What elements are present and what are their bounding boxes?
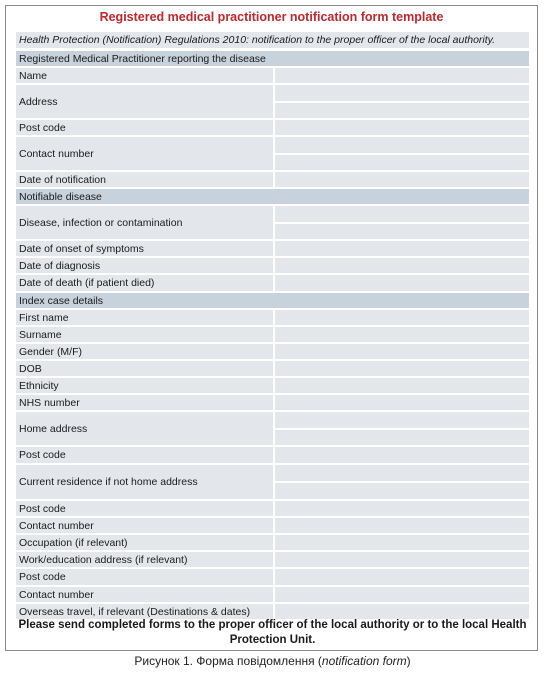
- field-label: DOB: [16, 361, 273, 376]
- row-post-code: [16, 120, 529, 135]
- row-date-onset: [16, 241, 529, 256]
- ethnicity-input[interactable]: [275, 378, 529, 393]
- date-onset-input[interactable]: [275, 241, 529, 256]
- row-current-residence: [16, 465, 529, 499]
- row-dob: [16, 361, 529, 376]
- row-post-code: [16, 501, 529, 516]
- post-code-input[interactable]: [275, 501, 529, 516]
- post-code-input[interactable]: [275, 120, 529, 135]
- row-overseas-travel: [16, 604, 529, 619]
- row-first-name: [16, 310, 529, 325]
- caption-suffix: ): [406, 654, 411, 668]
- section-reporter: Registered Medical Practitioner reporting the disease: [16, 51, 529, 66]
- section-index-case: Index case details: [16, 293, 529, 308]
- row-work-education: [16, 552, 529, 567]
- nhs-number-input[interactable]: [275, 395, 529, 410]
- name-input[interactable]: [275, 68, 529, 83]
- row-date-death: [16, 275, 529, 291]
- row-name: [16, 68, 529, 83]
- post-code-input[interactable]: [275, 569, 529, 585]
- date-diagnosis-input[interactable]: [275, 258, 529, 273]
- row-contact-number: [16, 587, 529, 602]
- disease-input-line-1[interactable]: [275, 206, 529, 222]
- field-label: Post code: [16, 569, 273, 585]
- row-gender: [16, 344, 529, 359]
- disease-input-line-2[interactable]: [275, 222, 529, 240]
- address-input-line-2[interactable]: [275, 101, 529, 119]
- field-label: First name: [16, 310, 273, 325]
- date-death-input[interactable]: [275, 275, 529, 291]
- current-residence-input-line-2[interactable]: [275, 481, 529, 499]
- field-label: Current residence if not home address: [16, 465, 273, 499]
- contact-number-input[interactable]: [275, 587, 529, 602]
- field-label: Contact number: [16, 518, 273, 533]
- field-label: Date of notification: [16, 172, 273, 187]
- field-label: Overseas travel, if relevant (Destinations & dates): [16, 604, 273, 619]
- row-address: [16, 85, 529, 118]
- occupation-input[interactable]: [275, 535, 529, 550]
- contact-number-input-line-2[interactable]: [275, 153, 529, 171]
- gender-input[interactable]: [275, 344, 529, 359]
- row-contact-number: [16, 518, 529, 533]
- address-input-line-1[interactable]: [275, 85, 529, 101]
- field-label: Ethnicity: [16, 378, 273, 393]
- work-education-input[interactable]: [275, 552, 529, 567]
- home-address-input-line-1[interactable]: [275, 412, 529, 428]
- field-label: Gender (M/F): [16, 344, 273, 359]
- field-label: Post code: [16, 447, 273, 463]
- form-title: Registered medical practitioner notification form template: [99, 10, 444, 24]
- field-label: Contact number: [16, 587, 273, 602]
- row-disease: [16, 206, 529, 239]
- field-label: Contact number: [16, 137, 273, 170]
- row-date-diagnosis: [16, 258, 529, 273]
- post-code-input[interactable]: [275, 447, 529, 463]
- caption-prefix: Рисунок 1. Форма повідомлення (: [134, 654, 322, 668]
- row-ethnicity: [16, 378, 529, 393]
- current-residence-input-line-1[interactable]: [275, 465, 529, 481]
- date-of-notification-input[interactable]: [275, 172, 529, 187]
- section-disease: Notifiable disease: [16, 189, 529, 204]
- row-nhs-number: [16, 395, 529, 410]
- field-label: Date of diagnosis: [16, 258, 273, 273]
- field-label: Surname: [16, 327, 273, 342]
- home-address-input-line-2[interactable]: [275, 428, 529, 446]
- figure-caption: [0, 654, 545, 668]
- dob-input[interactable]: [275, 361, 529, 376]
- field-label: Work/education address (if relevant): [16, 552, 273, 567]
- footer-instructions: Please send completed forms to the proper officer of the local authority or to the local Health Protection Unit.: [18, 619, 527, 646]
- surname-input[interactable]: [275, 327, 529, 342]
- field-label: Date of death (if patient died): [16, 275, 273, 291]
- row-date-of-notification: [16, 172, 529, 187]
- field-label: Post code: [16, 501, 273, 516]
- caption-italic: notification form: [321, 654, 407, 668]
- row-post-code: [16, 447, 529, 463]
- field-label: Name: [16, 68, 273, 83]
- overseas-travel-input[interactable]: [275, 604, 529, 619]
- field-label: Date of onset of symptoms: [16, 241, 273, 256]
- field-label: Home address: [16, 412, 273, 445]
- field-label: Occupation (if relevant): [16, 535, 273, 550]
- contact-number-input[interactable]: [275, 518, 529, 533]
- row-surname: [16, 327, 529, 342]
- notification-form: [5, 5, 538, 651]
- row-occupation: [16, 535, 529, 550]
- contact-number-input-line-1[interactable]: [275, 137, 529, 153]
- field-label: Address: [16, 85, 273, 118]
- row-contact-number: [16, 137, 529, 170]
- form-subtitle: Health Protection (Notification) Regulations 2010: notification to the proper officer of the local authority.: [16, 32, 529, 48]
- first-name-input[interactable]: [275, 310, 529, 325]
- field-label: Post code: [16, 120, 273, 135]
- row-post-code: [16, 569, 529, 585]
- field-label: NHS number: [16, 395, 273, 410]
- row-home-address: [16, 412, 529, 445]
- field-label: Disease, infection or contamination: [16, 206, 273, 239]
